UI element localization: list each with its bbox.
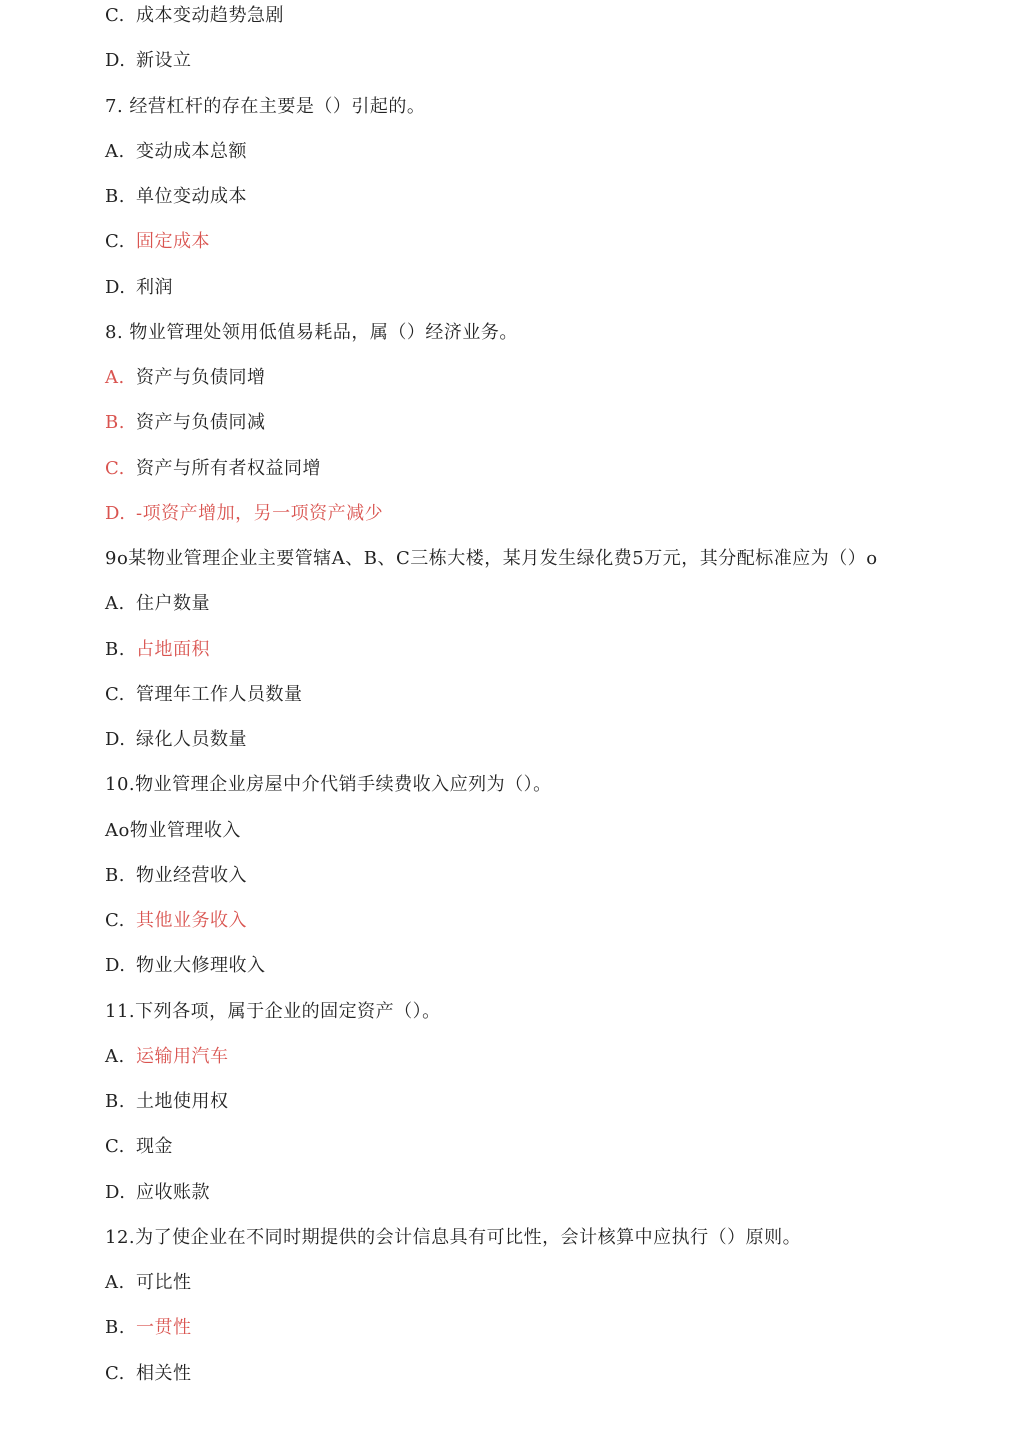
option-line bbox=[105, 680, 303, 710]
option-label: D. bbox=[105, 276, 126, 298]
option-text: 绿化人员数量 bbox=[136, 729, 247, 750]
option-line bbox=[105, 635, 210, 665]
option-label: B. bbox=[105, 186, 125, 207]
question-text: Ao物业管理收入 bbox=[105, 819, 241, 841]
option-line bbox=[105, 1313, 192, 1343]
option-text: 变动成本总额 bbox=[136, 140, 247, 162]
option-line bbox=[105, 906, 247, 936]
option-line bbox=[105, 499, 383, 529]
option-line bbox=[105, 1087, 229, 1117]
option-text: 固定成本 bbox=[136, 231, 210, 253]
question-line bbox=[105, 544, 878, 574]
option-text: 单位变动成本 bbox=[136, 186, 247, 207]
option-text: 物业大修理收入 bbox=[136, 955, 266, 977]
option-text: 资产与所有者权益同增 bbox=[136, 457, 321, 479]
option-line bbox=[105, 1268, 192, 1298]
option-line bbox=[105, 951, 266, 981]
option-label: A. bbox=[105, 367, 125, 388]
option-line bbox=[105, 46, 192, 76]
option-text: 管理年工作人员数量 bbox=[136, 683, 303, 705]
option-line bbox=[105, 1178, 210, 1208]
option-line bbox=[105, 454, 321, 484]
option-label: B. bbox=[105, 1317, 125, 1339]
option-line bbox=[105, 227, 210, 257]
option-line bbox=[105, 861, 247, 891]
option-text: 占地面积 bbox=[136, 638, 210, 660]
question-text: 11.下列各项，属于企业的固定资产（）。 bbox=[105, 1000, 441, 1022]
option-line bbox=[105, 589, 210, 619]
option-line bbox=[105, 363, 266, 393]
option-line bbox=[105, 1359, 192, 1389]
question-text: 9o某物业管理企业主要管辖A、B、C三栋大楼，某月发生绿化费5万元，其分配标准应为（）o bbox=[105, 548, 878, 569]
option-label: B. bbox=[105, 1091, 125, 1112]
option-text: 土地使用权 bbox=[136, 1091, 229, 1112]
option-text: 其他业务收入 bbox=[136, 910, 247, 931]
option-label: D. bbox=[105, 955, 126, 977]
option-text: -项资产增加，另一项资产减少 bbox=[136, 502, 384, 524]
question-line bbox=[105, 997, 441, 1027]
option-line bbox=[105, 137, 247, 167]
option-label: C. bbox=[105, 910, 125, 931]
option-label: C. bbox=[105, 1362, 125, 1384]
option-line bbox=[105, 725, 247, 755]
question-text: 7. 经营杠杆的存在主要是（）引起的。 bbox=[105, 95, 426, 117]
question-text: 12.为了使企业在不同时期提供的会计信息具有可比性，会计核算中应执行（）原则。 bbox=[105, 1226, 802, 1248]
question-line bbox=[105, 92, 425, 122]
option-label: C. bbox=[105, 457, 125, 479]
question-line bbox=[105, 816, 241, 846]
option-text: 新设立 bbox=[136, 50, 192, 72]
option-label: D. bbox=[105, 50, 126, 72]
option-label: B. bbox=[105, 638, 125, 660]
question-text: 8. 物业管理处领用低值易耗品，属（）经济业务。 bbox=[105, 321, 518, 343]
option-label: B. bbox=[105, 412, 125, 434]
option-label: D. bbox=[105, 729, 126, 750]
option-text: 一贯性 bbox=[136, 1317, 192, 1339]
option-text: 物业经营收入 bbox=[136, 864, 247, 886]
option-text: 成本变动趋势急剧 bbox=[136, 5, 284, 26]
option-text: 应收账款 bbox=[136, 1181, 210, 1203]
option-line bbox=[105, 1132, 173, 1162]
option-label: A. bbox=[105, 1272, 125, 1293]
option-label: C. bbox=[105, 1136, 125, 1158]
option-label: A. bbox=[105, 593, 125, 615]
option-line bbox=[105, 408, 266, 438]
option-text: 相关性 bbox=[136, 1362, 192, 1384]
question-line bbox=[105, 318, 518, 348]
option-line bbox=[105, 1042, 229, 1072]
option-text: 可比性 bbox=[136, 1272, 192, 1293]
option-text: 资产与负债同增 bbox=[136, 367, 266, 388]
option-label: A. bbox=[105, 140, 125, 162]
option-label: D. bbox=[105, 1181, 126, 1203]
option-text: 资产与负债同减 bbox=[136, 412, 266, 434]
option-line bbox=[105, 182, 247, 212]
question-text: 10.物业管理企业房屋中介代销手续费收入应列为（）。 bbox=[105, 774, 552, 796]
option-label: C. bbox=[105, 231, 125, 253]
option-label: B. bbox=[105, 864, 125, 886]
option-line bbox=[105, 273, 173, 303]
option-text: 利润 bbox=[136, 276, 173, 298]
option-label: D. bbox=[105, 502, 126, 524]
option-line bbox=[105, 1, 284, 31]
option-text: 运输用汽车 bbox=[136, 1045, 229, 1067]
option-label: C. bbox=[105, 5, 125, 26]
option-text: 现金 bbox=[136, 1136, 173, 1158]
option-label: A. bbox=[105, 1045, 125, 1067]
option-text: 住户数量 bbox=[136, 593, 210, 615]
option-label: C. bbox=[105, 683, 125, 705]
question-line bbox=[105, 770, 552, 800]
question-line bbox=[105, 1223, 801, 1253]
